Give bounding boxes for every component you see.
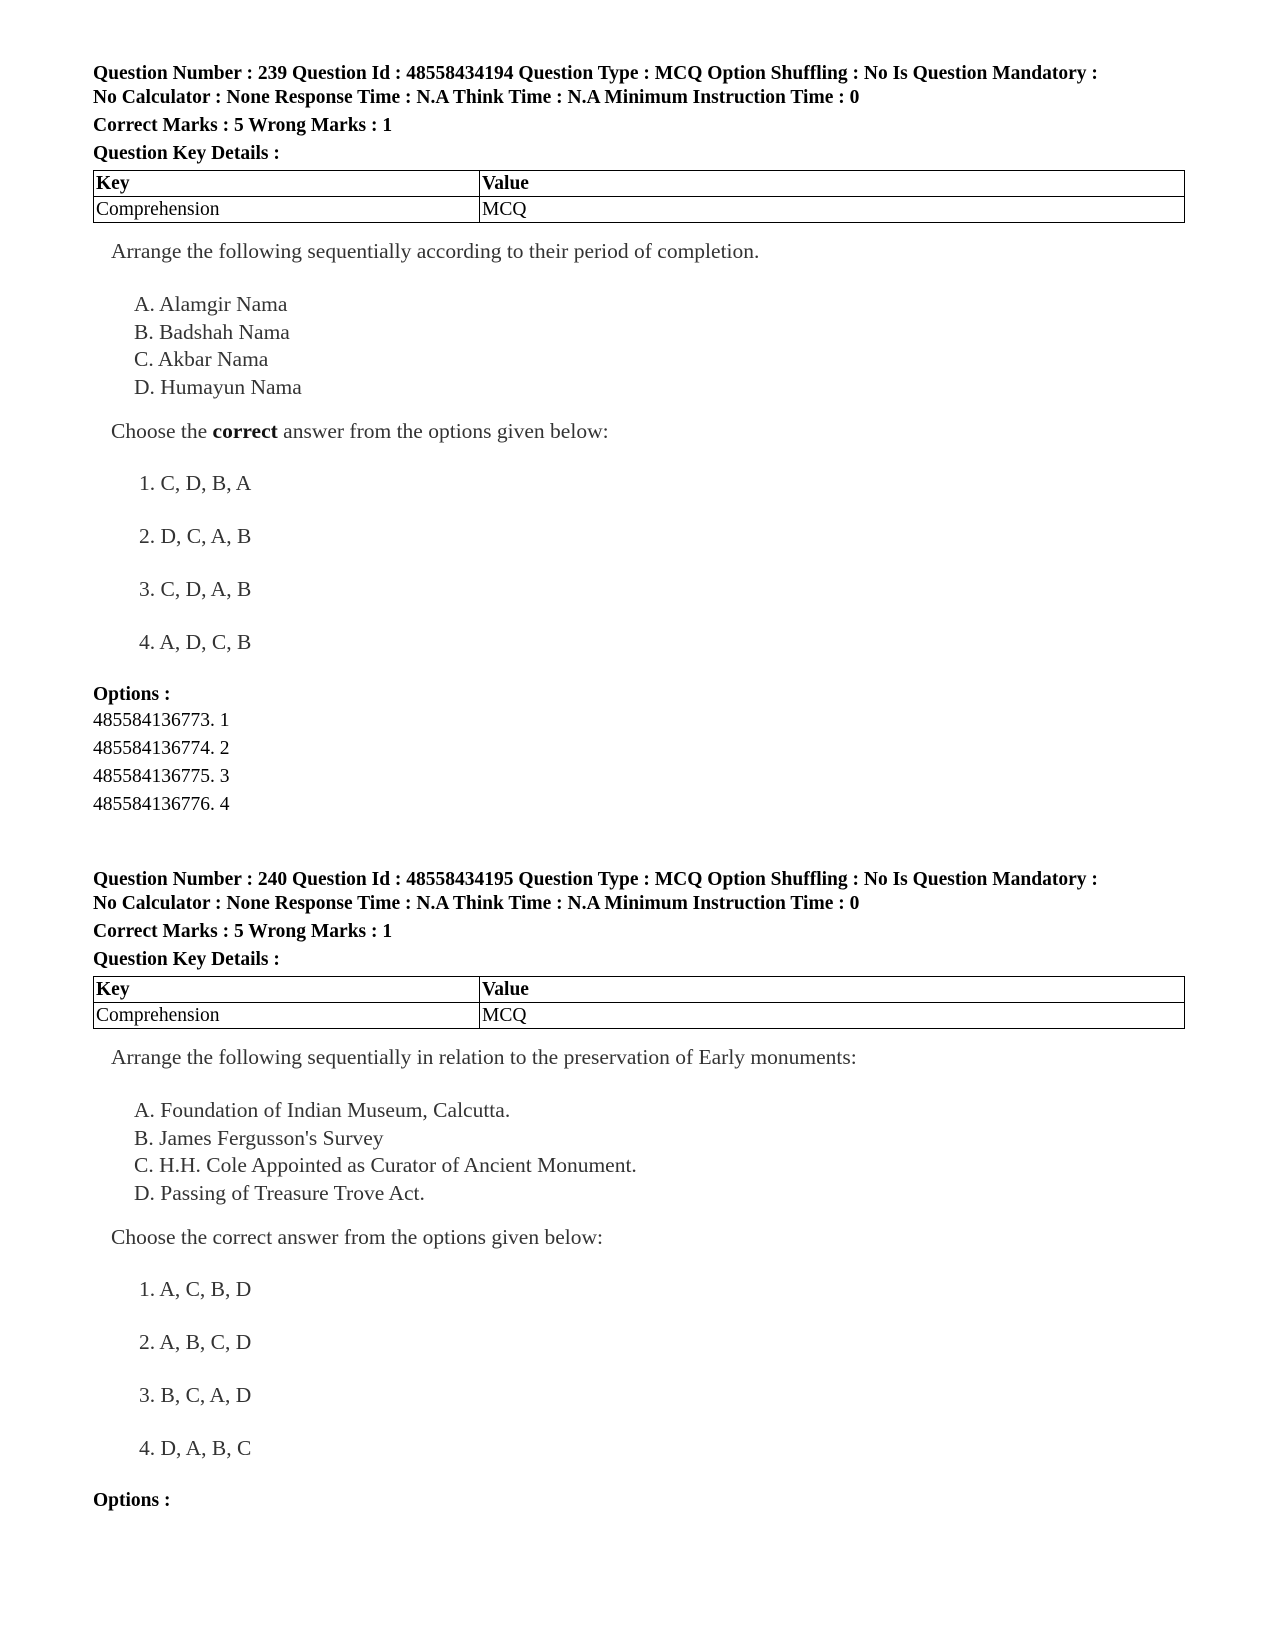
table-cell-value: MCQ <box>480 197 1185 223</box>
list-item: C. Akbar Nama <box>134 347 269 371</box>
table-header-value: Value <box>480 171 1185 197</box>
question-meta-line2: No Calculator : None Response Time : N.A Think Time : N.A Minimum Instruction Time : 0 <box>93 87 860 108</box>
option-line: 485584136776. 4 <box>93 794 230 815</box>
key-value-table <box>93 170 1185 223</box>
answer-choice: 4. D, A, B, C <box>139 1436 252 1460</box>
list-item: D. Passing of Treasure Trove Act. <box>134 1180 425 1205</box>
choose-instruction <box>111 419 609 444</box>
answer-choice: 3. C, D, A, B <box>139 577 252 601</box>
list-item: B. Badshah Nama <box>134 319 290 344</box>
options-label: Options : <box>93 1490 171 1511</box>
answer-choice: 2. A, B, C, D <box>139 1330 252 1354</box>
answer-choice: 2. D, C, A, B <box>139 524 252 548</box>
choose-text-bold: correct <box>212 419 278 443</box>
item-list <box>134 1097 637 1207</box>
question-meta-line1: Question Number : 239 Question Id : 48558434194 Question Type : MCQ Option Shuffling : No Is Question Mandatory : <box>93 63 1098 84</box>
table-cell-key: Comprehension <box>94 1003 480 1029</box>
choose-text-post: answer from the options given below: <box>277 419 609 443</box>
key-details-label: Question Key Details : <box>93 143 280 164</box>
table-row <box>94 1003 1185 1029</box>
list-item: C. H.H. Cole Appointed as Curator of Ancient Monument. <box>134 1153 637 1177</box>
table-cell-key: Comprehension <box>94 197 480 223</box>
question-stem: Arrange the following sequentially in relation to the preservation of Early monuments: <box>111 1045 857 1069</box>
question-stem: Arrange the following sequentially according to their period of completion. <box>111 239 760 263</box>
options-label: Options : <box>93 684 171 705</box>
key-value-table <box>93 976 1185 1029</box>
question-content <box>93 223 1183 683</box>
table-cell-value: MCQ <box>480 1003 1185 1029</box>
choose-text-pre: Choose the <box>111 419 213 443</box>
choose-instruction: Choose the correct answer from the options given below: <box>111 1225 603 1249</box>
question-meta-line1: Question Number : 240 Question Id : 48558434195 Question Type : MCQ Option Shuffling : No Is Question Mandatory : <box>93 869 1098 890</box>
option-line: 485584136775. 3 <box>93 766 230 787</box>
answer-choice: 1. A, C, B, D <box>139 1277 252 1301</box>
key-details-label: Question Key Details : <box>93 949 280 970</box>
answer-choice: 1. C, D, B, A <box>139 471 252 495</box>
question-content <box>93 1029 1183 1489</box>
marks-line: Correct Marks : 5 Wrong Marks : 1 <box>93 115 393 136</box>
question-meta-line2: No Calculator : None Response Time : N.A Think Time : N.A Minimum Instruction Time : 0 <box>93 893 860 914</box>
option-line: 485584136774. 2 <box>93 738 230 759</box>
list-item: B. James Fergusson's Survey <box>134 1125 384 1150</box>
item-list <box>134 291 302 401</box>
option-line: 485584136773. 1 <box>93 710 230 731</box>
question-block-240 <box>93 868 1183 1513</box>
answer-choice: 4. A, D, C, B <box>139 630 252 654</box>
table-header-row <box>94 171 1185 197</box>
table-header-key: Key <box>94 171 480 197</box>
table-header-key: Key <box>94 977 480 1003</box>
list-item: D. Humayun Nama <box>134 374 302 399</box>
question-block-239 <box>93 62 1183 819</box>
table-header-value: Value <box>480 977 1185 1003</box>
marks-line: Correct Marks : 5 Wrong Marks : 1 <box>93 921 393 942</box>
list-item: A. Foundation of Indian Museum, Calcutta. <box>134 1098 511 1122</box>
answer-choice: 3. B, C, A, D <box>139 1383 252 1407</box>
table-header-row <box>94 977 1185 1003</box>
table-row <box>94 197 1185 223</box>
list-item: A. Alamgir Nama <box>134 292 288 316</box>
